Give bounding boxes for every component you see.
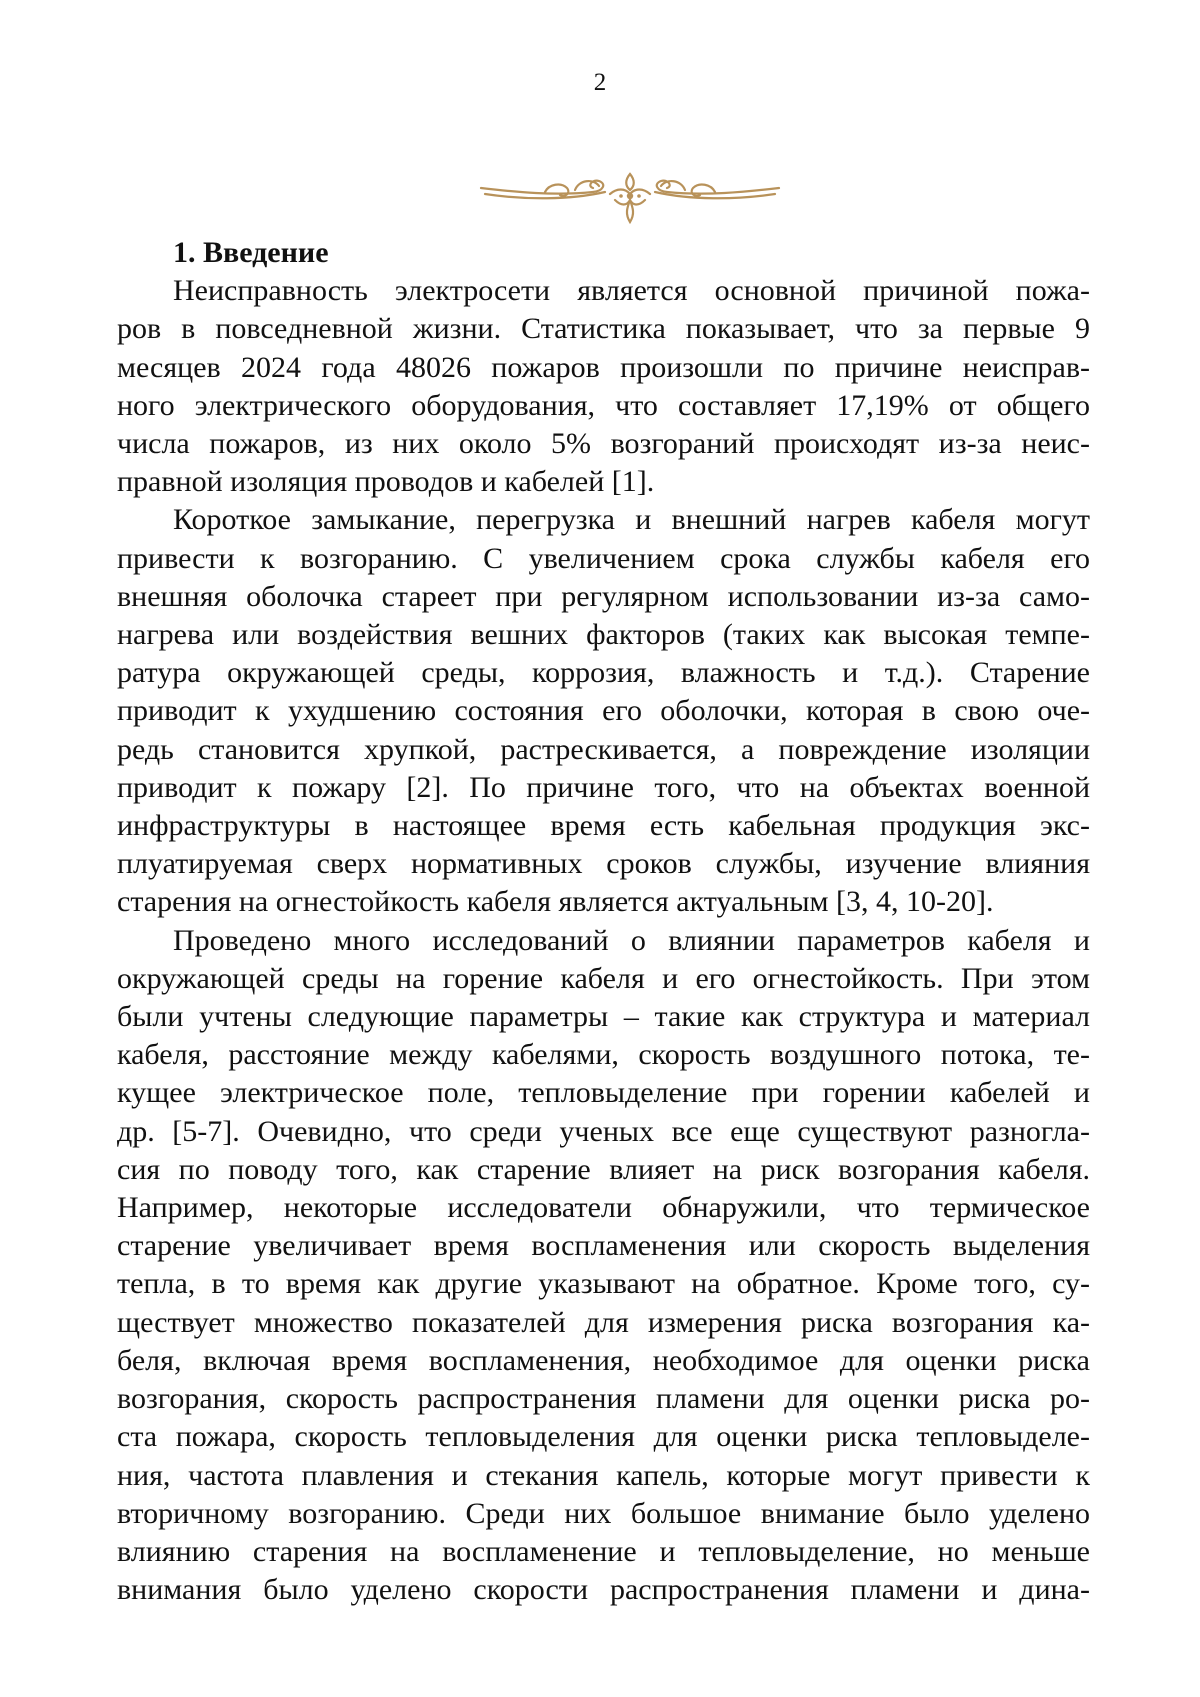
text-line: Неисправность электросети является основной причиной пожа- (173, 274, 1090, 308)
text-line: беля, включая время воспламенения, необходимое для оценки риска (117, 1343, 1090, 1377)
text-line: Короткое замыкание, перегрузка и внешний нагрев кабеля могут (173, 503, 1090, 537)
text-line: кабеля, расстояние между кабелями, скорость воздушного потока, те- (117, 1038, 1090, 1072)
text-line: месяцев 2024 года 48026 пожаров произошли по причине неисправ- (117, 350, 1090, 384)
text-line: старения на огнестойкость кабеля является актуальным [3, 4, 10-20]. (117, 885, 994, 919)
text-line: старение увеличивает время воспламенения или скорость выделения (117, 1229, 1090, 1263)
text-line: возгорания, скорость распространения пламени для оценки риска ро- (117, 1382, 1090, 1416)
text-line: ратура окружающей среды, коррозия, влажность и т.д.). Старение (117, 656, 1090, 690)
text-line: ния, частота плавления и стекания капель, которые могут привести к (117, 1458, 1090, 1492)
text-line: ществует множество показателей для измерения риска возгорания ка- (117, 1305, 1090, 1339)
text-line: Проведено много исследований о влиянии параметров кабеля и (173, 923, 1090, 957)
text-line: влиянию старения на воспламенение и тепловыделение, но меньше (117, 1534, 1090, 1568)
text-line: инфраструктуры в настоящее время есть кабельная продукция экс- (117, 809, 1090, 843)
text-line: привести к возгоранию. С увеличением срока службы кабеля его (117, 541, 1090, 575)
page-number: 2 (593, 69, 607, 96)
ornament-flourish (475, 170, 785, 232)
paragraph (117, 922, 1090, 1610)
text-line: внешняя оболочка стареет при регулярном использовании из-за само- (117, 579, 1090, 613)
text-line: нагрева или воздействия вешних факторов (таких как высокая темпе- (117, 618, 1090, 652)
paragraph (117, 501, 1090, 921)
text-line: кущее электрическое поле, тепловыделение при горении кабелей и (117, 1076, 1090, 1110)
text-line: внимания было уделено скорости распространения пламени и дина- (117, 1573, 1090, 1607)
text-line: ста пожара, скорость тепловыделения для оценки риска тепловыделе- (117, 1420, 1090, 1454)
main-text (117, 234, 1090, 1609)
text-line: тепла, в то время как другие указывают на обратное. Кроме того, су- (117, 1267, 1090, 1301)
section-heading: 1. Введение (173, 236, 329, 269)
text-line: плуатируемая сверх нормативных сроков службы, изучение влияния (117, 847, 1090, 881)
text-line: приводит к ухудшению состояния его оболочки, которая в свою оче- (117, 694, 1090, 728)
text-line: ров в повседневной жизни. Статистика показывает, что за первые 9 (117, 312, 1090, 346)
text-line: правной изоляция проводов и кабелей [1]. (117, 465, 655, 499)
text-line: окружающей среды на горение кабеля и его огнестойкость. При этом (117, 961, 1090, 995)
text-line: редь становится хрупкой, растрескивается, а повреждение изоляции (117, 732, 1090, 766)
text-line: были учтены следующие параметры – такие как структура и материал (117, 1000, 1090, 1034)
text-line: ного электрического оборудования, что составляет 17,19% от общего (117, 388, 1090, 422)
text-line: сия по поводу того, как старение влияет на риск возгорания кабеля. (117, 1152, 1090, 1186)
paragraph (117, 272, 1090, 501)
text-line: числа пожаров, из них около 5% возгораний происходят из-за неис- (117, 427, 1090, 461)
text-line: др. [5-7]. Очевидно, что среди ученых все еще существуют разногла- (117, 1114, 1090, 1148)
text-line: вторичному возгоранию. Среди них большое внимание было уделено (117, 1496, 1090, 1530)
text-line: приводит к пожару [2]. По причине того, что на объектах военной (117, 770, 1090, 804)
text-line: Например, некоторые исследователи обнаружили, что термическое (117, 1191, 1090, 1225)
